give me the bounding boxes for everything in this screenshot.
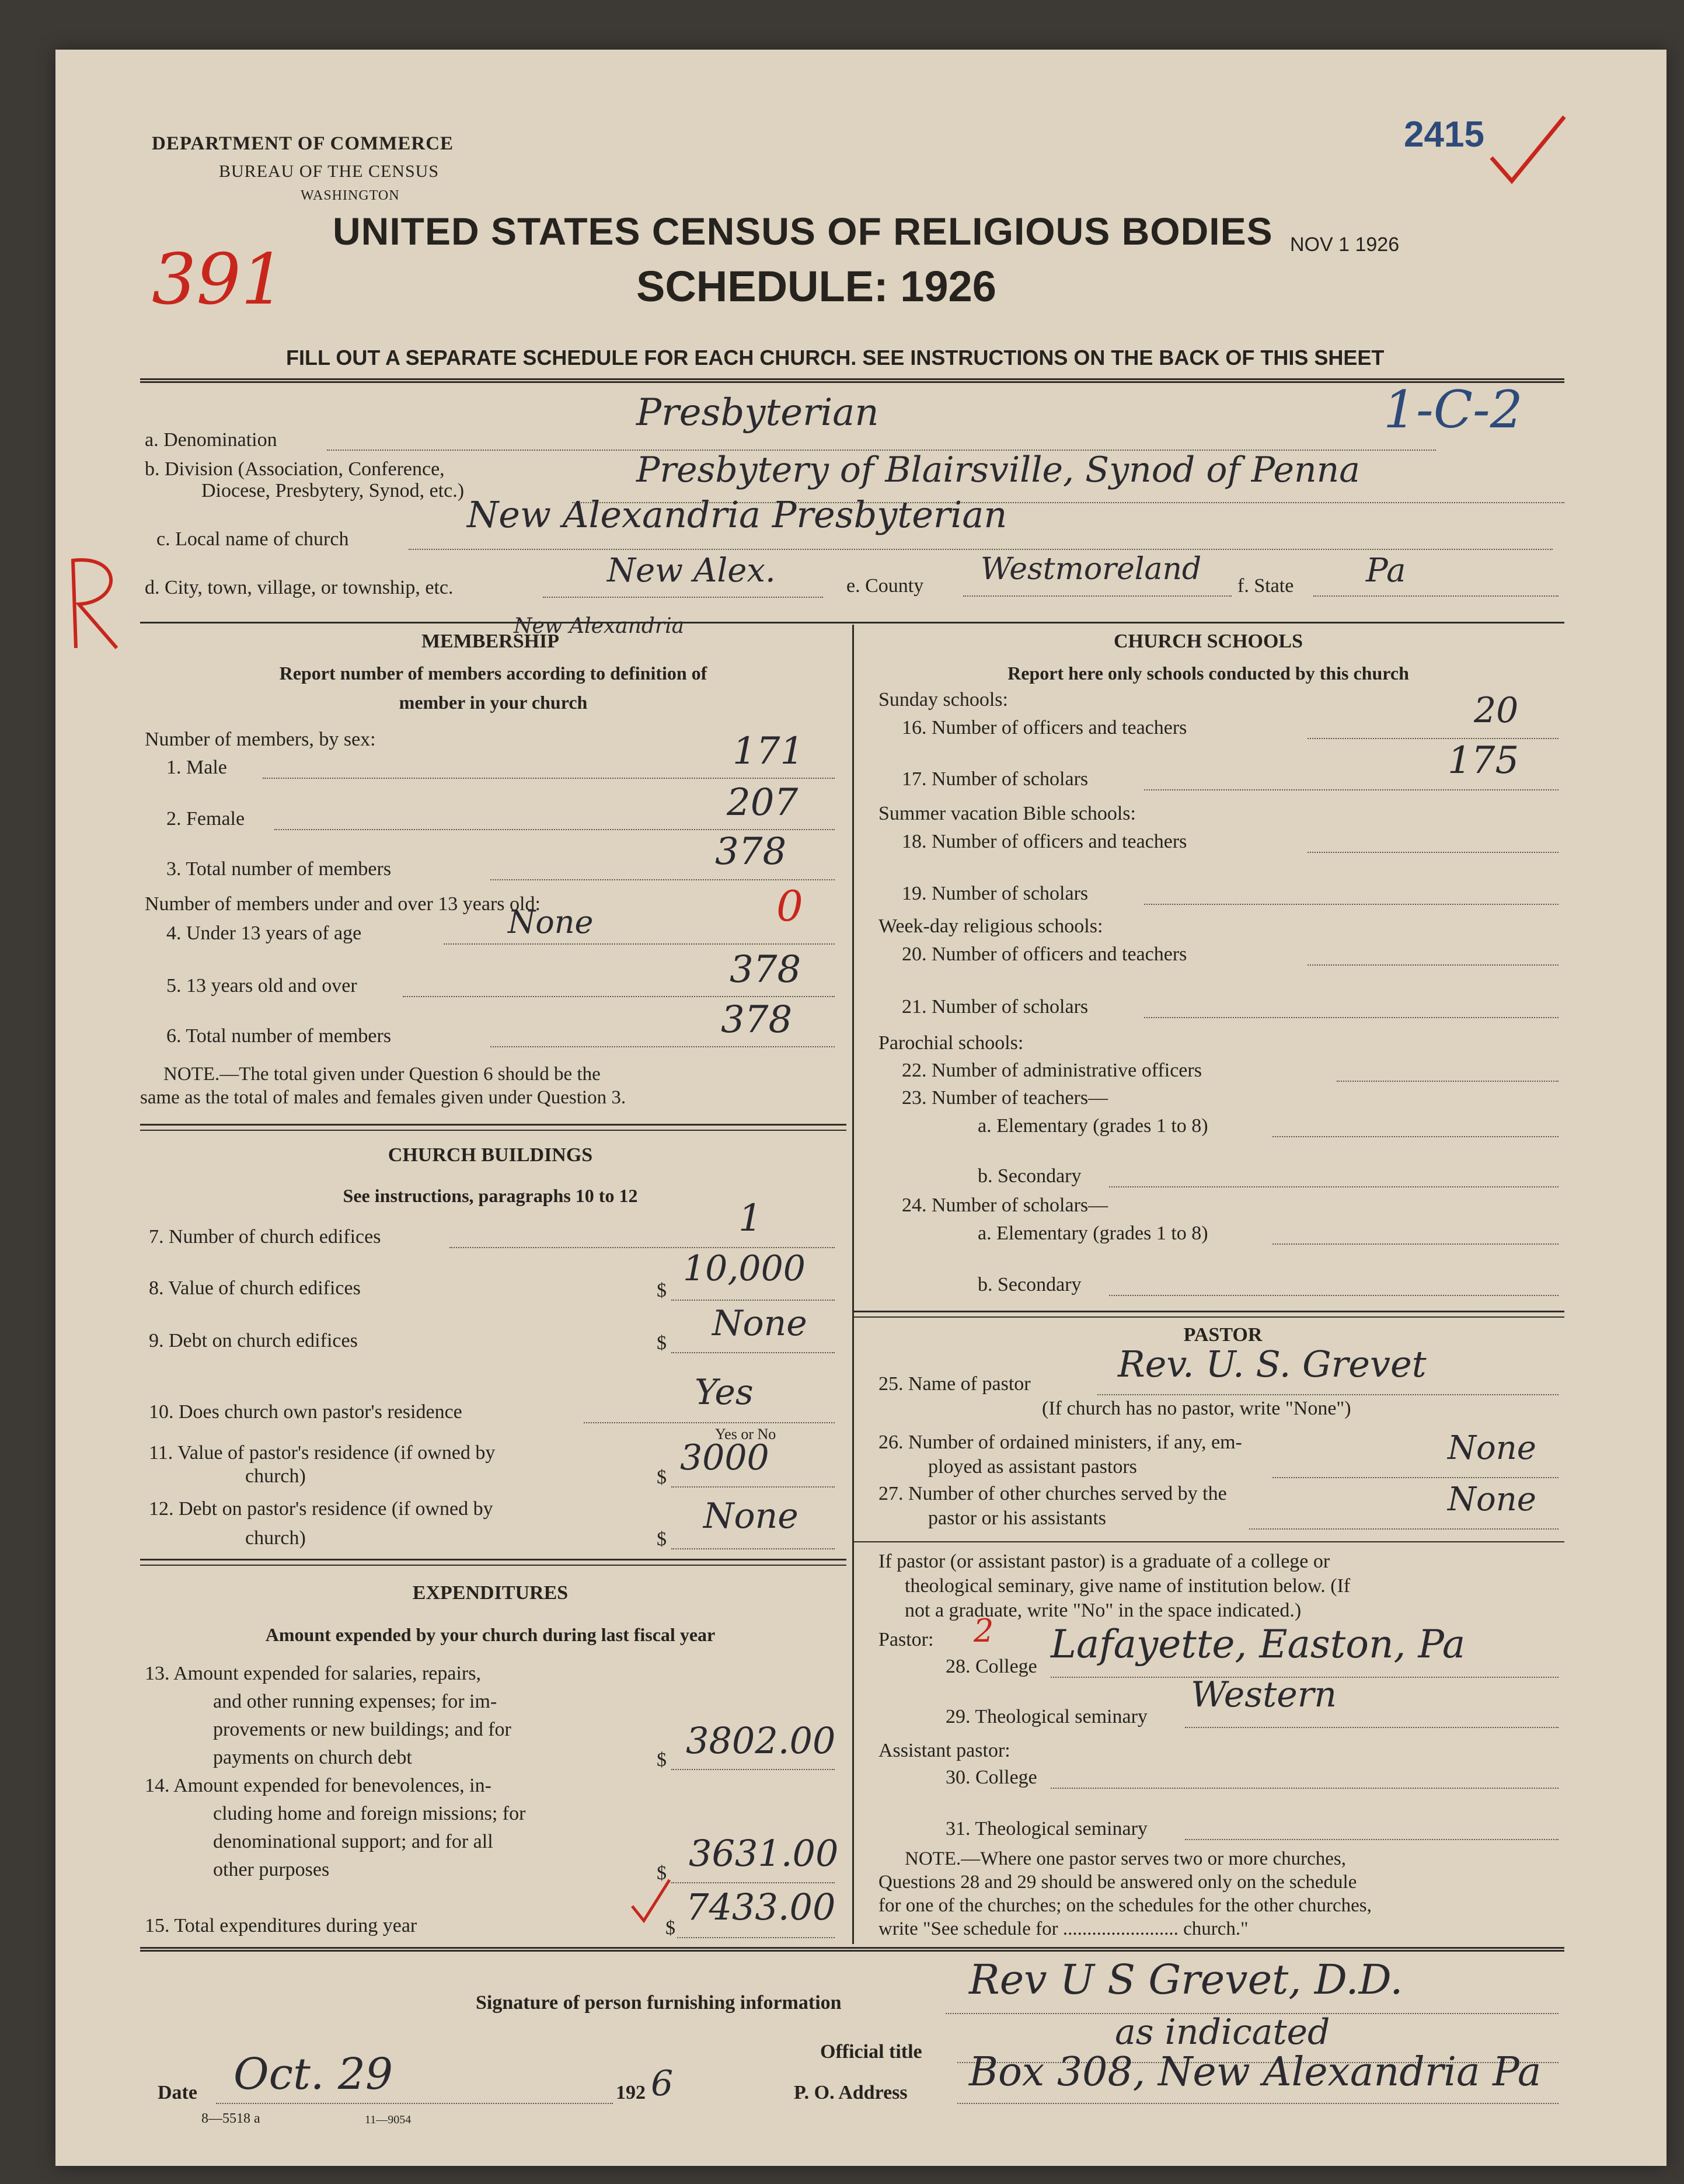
local-name-label: c. Local name of church (156, 528, 349, 550)
total-members-2-line (490, 1046, 835, 1047)
residence-debt-label: 12. Debt on pastor's residence (if owned by (149, 1498, 493, 1520)
red-tick-mark (627, 1874, 674, 1927)
buildings-heading: CHURCH BUILDINGS (388, 1144, 593, 1166)
edifice-value[interactable]: 10,000 (683, 1248, 806, 1289)
q24-label: 24. Number of scholars— (902, 1194, 1108, 1216)
edifices-value[interactable]: 1 (738, 1197, 762, 1240)
q18-line (1308, 852, 1559, 853)
q14-line-3: denominational support; and for all (213, 1831, 493, 1852)
female-value[interactable]: 207 (727, 781, 799, 824)
membership-sub2: member in your church (399, 692, 588, 713)
instruction-banner: FILL OUT A SEPARATE SCHEDULE FOR EACH CHURCH. SEE INSTRUCTIONS ON THE BACK OF THIS SHEET (286, 346, 1385, 370)
division-label: b. Division (Association, Conference, (145, 458, 445, 480)
q25-note: (If church has no pastor, write "None") (1042, 1398, 1351, 1419)
q29-label: 29. Theological seminary (946, 1706, 1148, 1727)
q20-label: 20. Number of officers and teachers (902, 943, 1187, 965)
county-value[interactable]: Westmoreland (981, 552, 1202, 587)
q13-line-3: provements or new buildings; and for (213, 1719, 511, 1740)
q31-label: 31. Theological seminary (946, 1818, 1148, 1840)
q23a-label: a. Elementary (grades 1 to 8) (978, 1115, 1208, 1137)
q15-label: 15. Total expenditures during year (145, 1915, 417, 1936)
dollar-sign-13: $ (657, 1749, 667, 1771)
denomination-label: a. Denomination (145, 429, 277, 451)
q25-value[interactable]: Rev. U. S. Grevet (1118, 1343, 1427, 1385)
buildings-rule (140, 1559, 846, 1561)
q27-value[interactable]: None (1448, 1481, 1536, 1518)
buildings-sub: See instructions, paragraphs 10 to 12 (343, 1185, 638, 1206)
dollar-sign-11: $ (657, 1467, 667, 1488)
city-label: d. City, town, village, or township, etc. (145, 577, 454, 598)
pastor-rule (853, 1541, 1564, 1542)
q19-line (1144, 904, 1559, 905)
state-value[interactable]: Pa (1366, 552, 1406, 590)
graduate-note-2: theological seminary, give name of institution below. (If (905, 1575, 1351, 1597)
q22-label: 22. Number of administrative officers (902, 1060, 1202, 1081)
q29-line (1185, 1727, 1559, 1728)
q23-label: 23. Number of teachers— (902, 1087, 1108, 1109)
q15-value[interactable]: 7433.00 (686, 1886, 836, 1928)
red-check-mark (1483, 105, 1570, 193)
q30-label: 30. College (946, 1767, 1037, 1788)
parochial-schools-heading: Parochial schools: (878, 1032, 1024, 1054)
pastor-note-2: Questions 28 and 29 should be answered only on the schedule (878, 1872, 1357, 1893)
date-label: Date (158, 2082, 197, 2103)
total-members-line (490, 879, 835, 880)
under-13-value[interactable]: None (508, 904, 594, 941)
membership-sub1: Report number of members according to definition of (279, 663, 707, 684)
dollar-sign-9: $ (657, 1332, 667, 1354)
schools-rule (853, 1311, 1564, 1312)
q15-line (677, 1937, 835, 1938)
membership-rule (140, 1124, 846, 1126)
membership-note-1: NOTE.—The total given under Question 6 should be the (163, 1064, 601, 1085)
schools-heading: CHURCH SCHOOLS (1114, 631, 1303, 652)
under-13-red-mark: 0 (776, 882, 803, 931)
po-address-label: P. O. Address (794, 2082, 908, 2103)
schedule-title: SCHEDULE: 1926 (636, 262, 996, 311)
edifice-debt-value[interactable]: None (712, 1303, 807, 1344)
date-line (216, 2103, 613, 2104)
q14-line-1: 14. Amount expended for benevolences, in- (145, 1775, 491, 1796)
assistant-pastor-label: Assistant pastor: (878, 1740, 1010, 1761)
q22-line (1337, 1081, 1559, 1082)
q17-label: 17. Number of scholars (902, 768, 1089, 790)
print-number: 11—9054 (365, 2113, 412, 2126)
residence-debt-line (671, 1548, 835, 1549)
members-by-sex: Number of members, by sex: (145, 729, 376, 750)
q26-label: 26. Number of ordained ministers, if any, em- (878, 1431, 1242, 1453)
date-value[interactable]: Oct. 29 (233, 2049, 393, 2099)
total-members-2-label: 6. Total number of members (166, 1025, 392, 1047)
q27-line (1249, 1528, 1559, 1530)
stamp-number: 2415 (1404, 114, 1484, 155)
expenditures-sub: Amount expended by your church during last fiscal year (265, 1624, 716, 1645)
total-members-value[interactable]: 378 (715, 830, 787, 873)
q27-label: 27. Number of other churches served by the (878, 1483, 1227, 1504)
signature-rule (140, 1947, 1564, 1952)
year-prefix: 192 (616, 2082, 646, 2103)
q28-label: 28. College (946, 1656, 1037, 1677)
city-note: New Alexandria (514, 614, 685, 638)
schools-rule-2 (853, 1316, 1564, 1318)
sunday-schools-heading: Sunday schools: (878, 689, 1008, 710)
q26-line (1272, 1477, 1559, 1478)
section-rule (140, 622, 1564, 623)
over-13-line (403, 996, 835, 997)
q23a-line (1272, 1136, 1559, 1137)
pastor-red-mark: 2 (974, 1612, 994, 1649)
q24b-label: b. Secondary (978, 1274, 1082, 1295)
total-members-2-value[interactable]: 378 (721, 998, 793, 1042)
under-over-heading: Number of members under and over 13 years old: (145, 893, 541, 915)
q29-value[interactable]: Western (1191, 1674, 1337, 1715)
pastor-note-1: NOTE.—Where one pastor serves two or more churches, (905, 1848, 1346, 1869)
over-13-value[interactable]: 378 (730, 948, 801, 991)
stamp-code: 1-C-2 (1383, 379, 1523, 440)
q21-label: 21. Number of scholars (902, 996, 1089, 1018)
q17-value[interactable]: 175 (1448, 739, 1519, 782)
q17-line (1144, 789, 1559, 790)
year-suffix[interactable]: 6 (651, 2063, 674, 2104)
q27-label-cont: pastor or his assistants (928, 1507, 1107, 1529)
po-address-value[interactable]: Box 308, New Alexandria Pa (969, 2049, 1542, 2095)
edifice-debt-label: 9. Debt on church edifices (149, 1330, 358, 1351)
total-members-label: 3. Total number of members (166, 858, 392, 880)
male-value[interactable]: 171 (733, 730, 804, 773)
male-label: 1. Male (166, 757, 227, 778)
q28-value[interactable]: Lafayette, Easton, Pa (1051, 1622, 1466, 1667)
q13-value[interactable]: 3802.00 (686, 1719, 836, 1762)
membership-heading: MEMBERSHIP (421, 631, 560, 652)
under-13-line (444, 943, 835, 945)
po-address-line (957, 2103, 1559, 2104)
membership-rule-2 (140, 1130, 846, 1131)
signature-value[interactable]: Rev U S Grevet, D.D. (969, 1956, 1403, 2004)
buildings-rule-2 (140, 1565, 846, 1566)
q13-line (671, 1769, 835, 1770)
q13-line-1: 13. Amount expended for salaries, repairs, (145, 1663, 481, 1684)
q24a-label: a. Elementary (grades 1 to 8) (978, 1222, 1208, 1244)
residence-value-label: 11. Value of pastor's residence (if owned by (149, 1442, 496, 1464)
pastor-heading: PASTOR (1183, 1324, 1263, 1346)
bureau-city: WASHINGTON (301, 188, 400, 203)
edifice-debt-line (671, 1352, 835, 1353)
q16-label: 16. Number of officers and teachers (902, 717, 1187, 739)
state-line (1313, 595, 1559, 597)
city-value[interactable]: New Alex. (607, 552, 776, 590)
residence-value-value[interactable]: 3000 (680, 1437, 769, 1478)
division-label-cont: Diocese, Presbytery, Synod, etc.) (201, 480, 465, 501)
dollar-sign-8: $ (657, 1280, 667, 1301)
department-name: DEPARTMENT OF COMMERCE (152, 133, 454, 154)
q25-label: 25. Name of pastor (878, 1373, 1031, 1395)
graduate-note-1: If pastor (or assistant pastor) is a graduate of a college or (878, 1551, 1330, 1572)
official-title-label: Official title (820, 2041, 922, 2063)
weekday-schools-heading: Week-day religious schools: (878, 915, 1103, 937)
q16-line (1308, 738, 1559, 739)
column-divider (852, 625, 854, 1944)
city-line (543, 597, 823, 598)
membership-note-2: same as the total of males and females given under Question 3. (140, 1087, 626, 1108)
q23b-line (1109, 1186, 1559, 1187)
q14-line-2: cluding home and foreign missions; for (213, 1803, 526, 1824)
q26-value[interactable]: None (1448, 1429, 1536, 1467)
q20-line (1308, 964, 1559, 966)
q23b-label: b. Secondary (978, 1165, 1082, 1187)
q14-line (671, 1882, 835, 1883)
yes-no-caption: Yes or No (715, 1426, 776, 1443)
official-title-value[interactable]: as indicated (1115, 2012, 1330, 2053)
dollar-sign-14: $ (657, 1862, 667, 1884)
signature-label: Signature of person furnishing information (476, 1992, 842, 2014)
residence-line (584, 1422, 835, 1423)
q21-line (1144, 1017, 1559, 1018)
red-r-mark (53, 549, 128, 660)
q24a-line (1272, 1243, 1559, 1245)
received-date-stamp: NOV 1 1926 (1290, 234, 1400, 256)
q25-line (1097, 1394, 1559, 1395)
graduate-note-3: not a graduate, write "No" in the space indicated.) (905, 1600, 1302, 1621)
male-line (263, 778, 835, 779)
residence-value[interactable]: Yes (695, 1372, 754, 1413)
q30-line (1051, 1788, 1559, 1789)
division-value[interactable]: Presbytery of Blairsville, Synod of Penna (636, 450, 1361, 490)
q14-line-4: other purposes (213, 1859, 330, 1880)
denomination-value[interactable]: Presbyterian (636, 391, 879, 434)
edifices-label: 7. Number of church edifices (149, 1226, 381, 1248)
dollar-sign-15: $ (665, 1917, 675, 1939)
over-13-label: 5. 13 years old and over (166, 975, 357, 997)
female-label: 2. Female (166, 808, 245, 830)
residence-value-label-cont: church) (245, 1465, 306, 1487)
q24b-line (1109, 1295, 1559, 1296)
form-number: 8—5518 a (201, 2111, 260, 2126)
expenditures-heading: EXPENDITURES (412, 1582, 569, 1604)
q26-label-cont: ployed as assistant pastors (928, 1456, 1137, 1478)
pastor-note-4: write "See schedule for ........................ church." (878, 1918, 1249, 1939)
q19-label: 19. Number of scholars (902, 883, 1089, 904)
q31-line (1185, 1839, 1559, 1840)
residence-label: 10. Does church own pastor's residence (149, 1401, 462, 1423)
summer-schools-heading: Summer vacation Bible schools: (878, 803, 1136, 824)
local-name-line (409, 549, 1553, 550)
q13-line-2: and other running expenses; for im- (213, 1691, 497, 1712)
edifice-value-line (671, 1300, 835, 1301)
residence-debt-value[interactable]: None (703, 1496, 799, 1537)
q13-line-4: payments on church debt (213, 1747, 412, 1768)
county-line (963, 595, 1232, 597)
red-file-number: 391 (152, 239, 286, 321)
bureau-name: BUREAU OF THE CENSUS (219, 162, 439, 181)
state-label: f. State (1237, 575, 1294, 597)
local-name-value[interactable]: New Alexandria Presbyterian (467, 493, 1007, 536)
header-rule (140, 378, 1564, 383)
q18-label: 18. Number of officers and teachers (902, 831, 1187, 852)
dollar-sign-12: $ (657, 1528, 667, 1550)
pastor-note-3: for one of the churches; on the schedules for the other churches, (878, 1895, 1372, 1916)
county-label: e. County (846, 575, 924, 597)
schools-sub: Report here only schools conducted by this church (1007, 663, 1409, 684)
residence-debt-label-cont: church) (245, 1527, 306, 1549)
under-13-label: 4. Under 13 years of age (166, 922, 362, 944)
q14-value[interactable]: 3631.00 (689, 1832, 839, 1875)
q16-value[interactable]: 20 (1474, 690, 1519, 731)
pastor-sub-label: Pastor: (878, 1629, 934, 1650)
residence-value-line (671, 1486, 835, 1488)
form-title: UNITED STATES CENSUS OF RELIGIOUS BODIES (333, 210, 1273, 253)
edifice-value-label: 8. Value of church edifices (149, 1277, 361, 1299)
